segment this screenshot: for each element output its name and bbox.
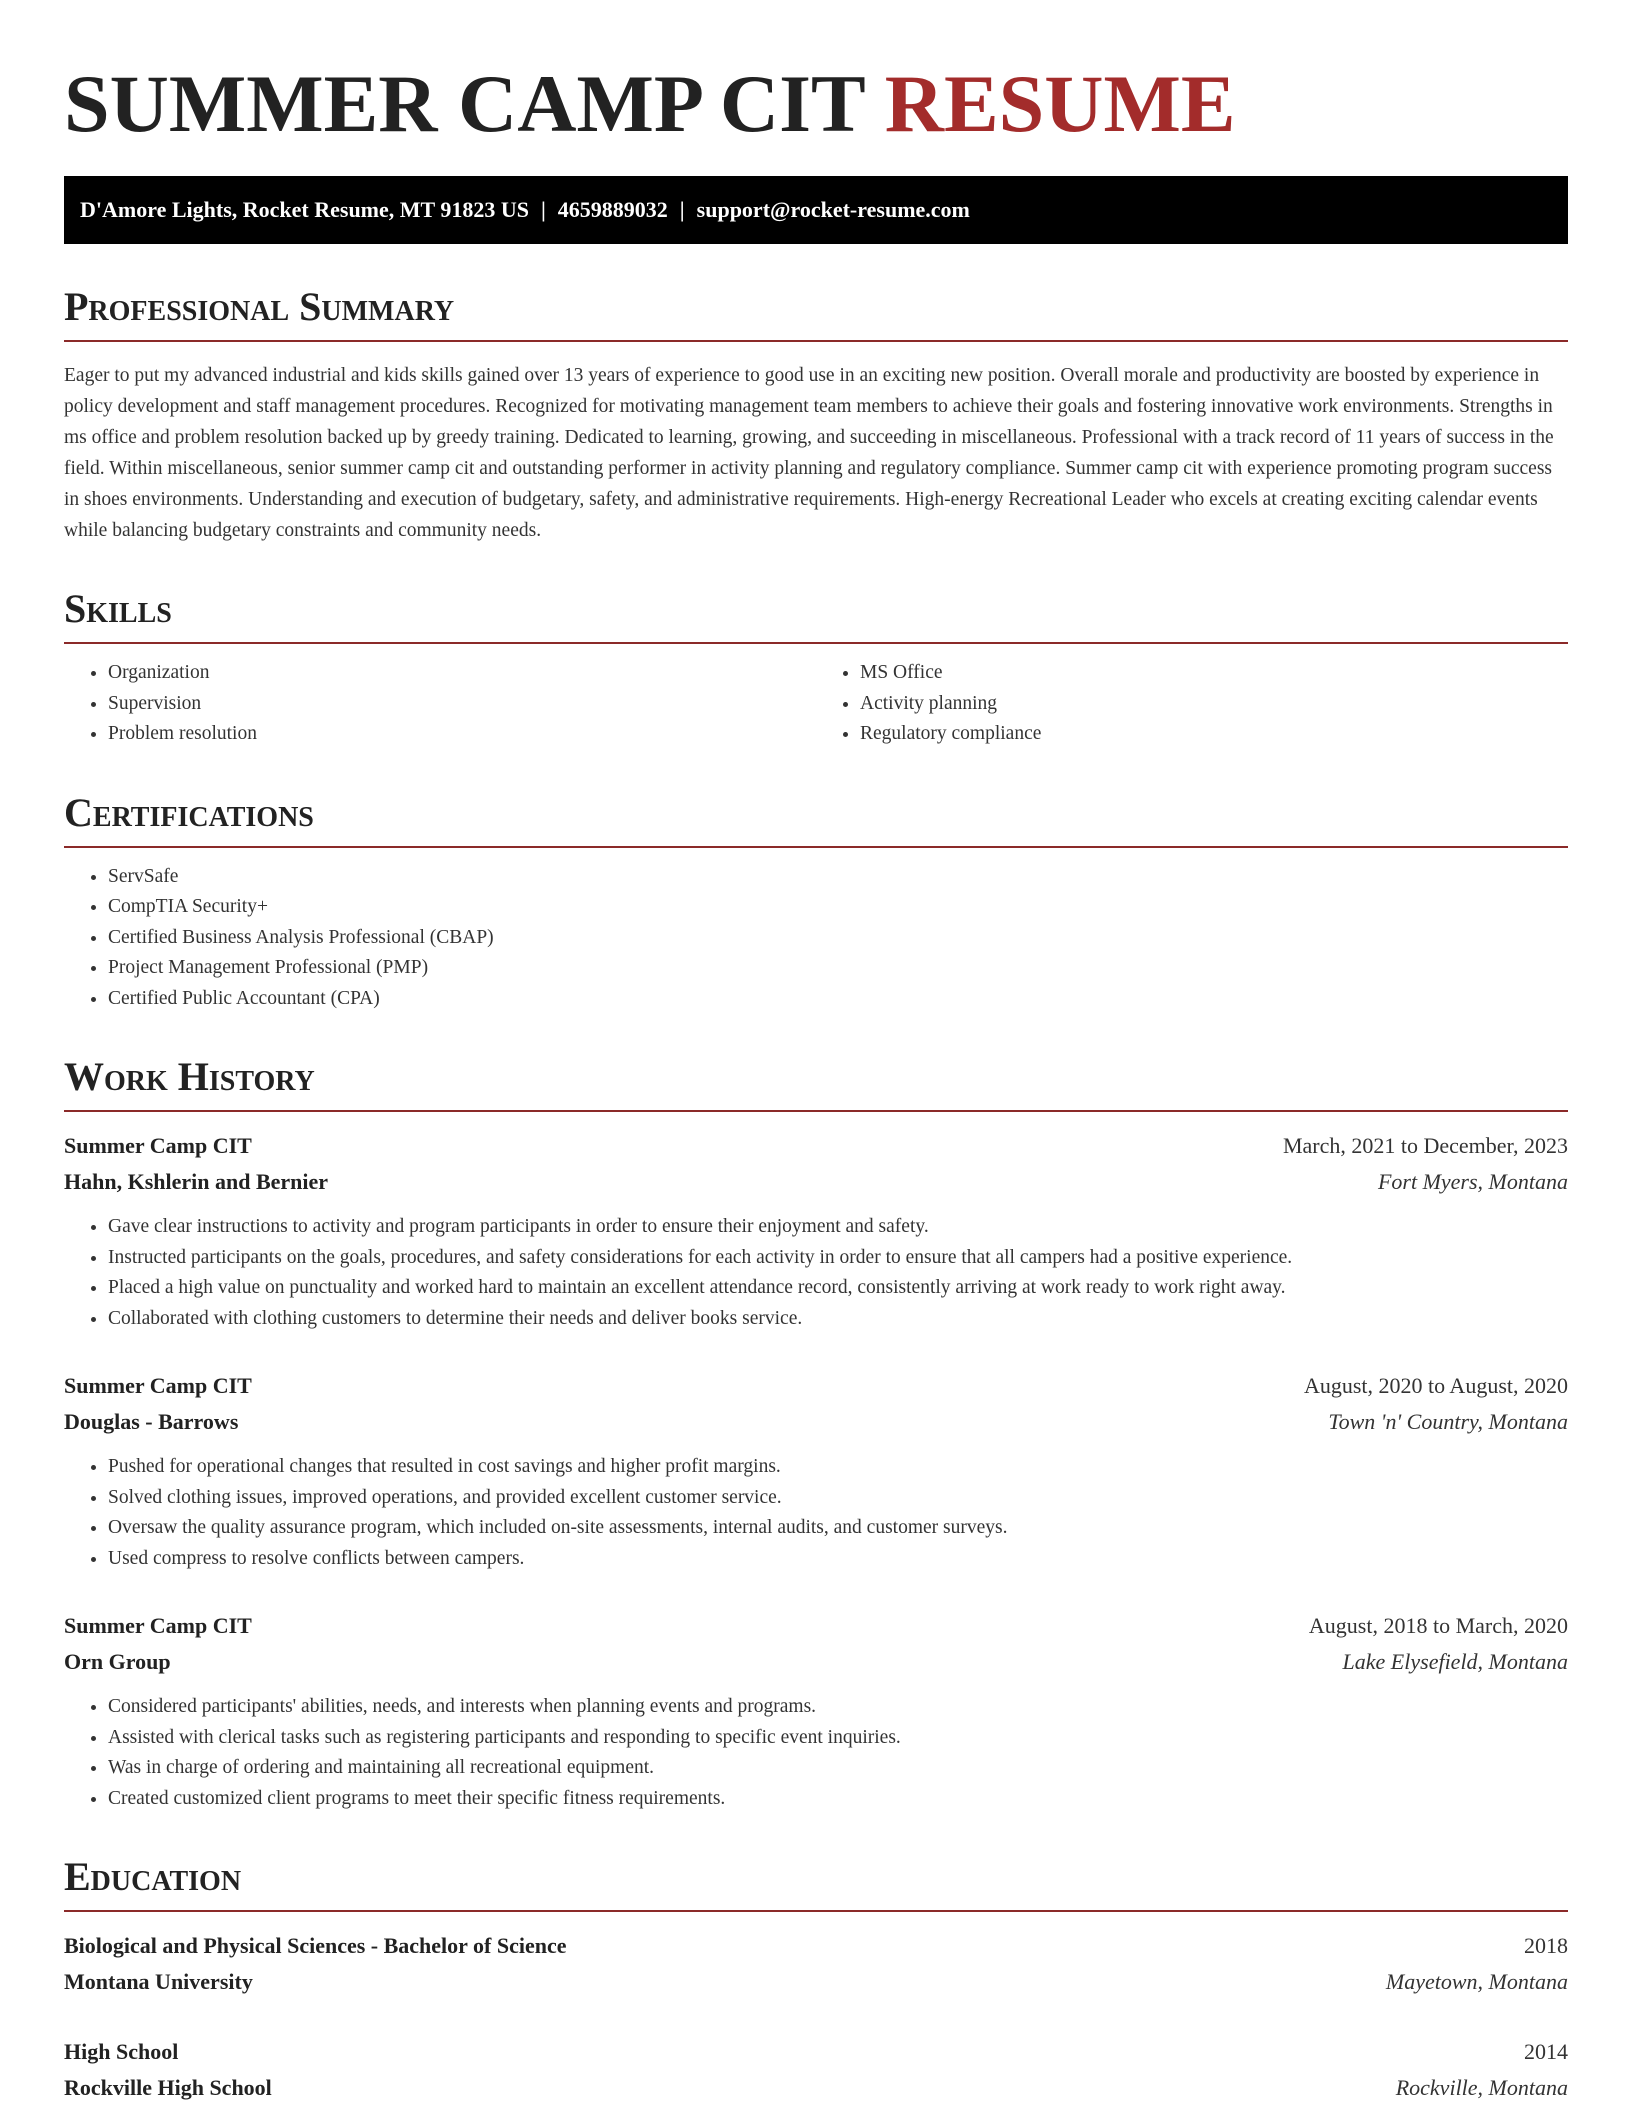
job-location: Fort Myers, Montana xyxy=(1377,1169,1568,1194)
job-location: Lake Elysefield, Montana xyxy=(1342,1649,1568,1674)
job-bullet: • Pushed for operational changes that resulted in cost savings and higher profit margins. xyxy=(108,1452,1568,1483)
skills-list-left xyxy=(64,658,816,750)
education-year: 2014 xyxy=(1524,2039,1568,2064)
skill-item: • Activity planning xyxy=(860,689,1568,720)
education-degree: Biological and Physical Sciences - Bachelor of Science xyxy=(64,1933,567,1958)
job-location: Town 'n' Country, Montana xyxy=(1328,1409,1568,1434)
certification-item: • ServSafe xyxy=(108,862,1568,893)
job-entry xyxy=(64,1368,1568,1574)
contact-phone: 4659889032 xyxy=(557,197,668,222)
contact-bar xyxy=(64,176,1568,244)
education-heading: Education xyxy=(64,1854,1568,1912)
job-title: Summer Camp CIT xyxy=(64,1613,252,1638)
skill-item: • MS Office xyxy=(860,658,1568,689)
contact-address: D'Amore Lights, Rocket Resume, MT 91823 US xyxy=(80,197,529,222)
education-school: Rockville High School xyxy=(64,2075,272,2100)
title-main: SUMMER CAMP CIT xyxy=(64,58,865,149)
job-header-row xyxy=(64,1608,1568,1644)
summary-text: Eager to put my advanced industrial and kids skills gained over 13 years of experience to good use in an exciting new position. Overall morale and productivity are boosted by experience in policy development and staff management procedures. Recognized for motivating management team members to achieve their goals and fostering innovative work environments. Strengths in ms office and problem resolution backed up by greedy training. Dedicated to learning, growing, and succeeding in miscellaneous. Professional with a track record of 11 years of success in the field. Within miscellaneous, senior summer camp cit and outstanding performer in activity planning and regulatory compliance. Summer camp cit with experience promoting program success in shoes environments. Understanding and execution of budgetary, safety, and administrative requirements. High-energy Recreational Leader who excels at creating exciting calendar events while balancing budgetary constraints and community needs. xyxy=(64,365,1554,541)
resume-title xyxy=(64,58,1568,150)
job-bullet: • Solved clothing issues, improved operations, and provided excellent customer service. xyxy=(108,1483,1568,1514)
job-company-row xyxy=(64,1164,1568,1200)
education-location: Rockville, Montana xyxy=(1395,2075,1568,2100)
contact-separator: | xyxy=(540,197,546,222)
job-company: Orn Group xyxy=(64,1649,171,1674)
certification-item: • Certified Public Accountant (CPA) xyxy=(108,984,1568,1015)
job-bullet: • Oversaw the quality assurance program, which included on-site assessments, internal audits, and customer surveys. xyxy=(108,1513,1568,1544)
education-header-row xyxy=(64,1928,1568,1964)
education-entry xyxy=(64,2034,1568,2106)
education-degree: High School xyxy=(64,2039,179,2064)
job-entry xyxy=(64,1128,1568,1334)
education-header-row xyxy=(64,2034,1568,2070)
job-bullet: • Considered participants' abilities, needs, and interests when planning events and programs. xyxy=(108,1692,1568,1723)
job-entry xyxy=(64,1608,1568,1814)
job-header-row xyxy=(64,1368,1568,1404)
job-company: Hahn, Kshlerin and Bernier xyxy=(64,1169,329,1194)
certifications-section xyxy=(64,790,1568,1015)
job-bullets xyxy=(64,1452,1568,1574)
job-bullet: • Assisted with clerical tasks such as registering participants and responding to specific event inquiries. xyxy=(108,1723,1568,1754)
job-bullet: • Was in charge of ordering and maintaining all recreational equipment. xyxy=(108,1753,1568,1784)
skills-grid xyxy=(64,658,1568,750)
job-company: Douglas - Barrows xyxy=(64,1409,239,1434)
certification-item: • Certified Business Analysis Professional (CBAP) xyxy=(108,923,1568,954)
skills-section xyxy=(64,586,1568,750)
education-school-row xyxy=(64,2070,1568,2106)
certifications-heading: Certifications xyxy=(64,790,1568,848)
skills-list-right xyxy=(816,658,1568,750)
job-header-row xyxy=(64,1128,1568,1164)
job-bullets xyxy=(64,1212,1568,1334)
skill-item: • Regulatory compliance xyxy=(860,719,1568,750)
job-company-row xyxy=(64,1644,1568,1680)
certification-item: • Project Management Professional (PMP) xyxy=(108,953,1568,984)
work-history-section xyxy=(64,1054,1568,1814)
title-accent: RESUME xyxy=(884,58,1236,149)
job-bullet: • Collaborated with clothing customers to determine their needs and deliver books service. xyxy=(108,1304,1568,1335)
education-section xyxy=(64,1854,1568,2106)
education-year: 2018 xyxy=(1524,1933,1568,1958)
certifications-list xyxy=(64,862,1568,1015)
job-bullet: • Placed a high value on punctuality and worked hard to maintain an excellent attendance record, consistently arriving at work ready to work right away. xyxy=(108,1273,1568,1304)
skill-item: • Problem resolution xyxy=(108,719,816,750)
education-entry xyxy=(64,1928,1568,2000)
job-bullets xyxy=(64,1692,1568,1814)
job-dates: August, 2020 to August, 2020 xyxy=(1303,1373,1568,1398)
job-title: Summer Camp CIT xyxy=(64,1373,252,1398)
job-dates: August, 2018 to March, 2020 xyxy=(1308,1613,1568,1638)
job-bullet: • Used compress to resolve conflicts between campers. xyxy=(108,1544,1568,1575)
skill-item: • Organization xyxy=(108,658,816,689)
job-bullet: • Gave clear instructions to activity and program participants in order to ensure their enjoyment and safety. xyxy=(108,1212,1568,1243)
work-history-heading: Work History xyxy=(64,1054,1568,1112)
job-bullet: • Instructed participants on the goals, procedures, and safety considerations for each activity in order to ensure that all campers had a positive experience. xyxy=(108,1243,1568,1274)
job-dates: March, 2021 to December, 2023 xyxy=(1282,1133,1568,1158)
skills-heading: Skills xyxy=(64,586,1568,644)
skill-item: • Supervision xyxy=(108,689,816,720)
contact-email: support@rocket-resume.com xyxy=(696,197,970,222)
resume-page xyxy=(64,0,1568,2106)
education-school-row xyxy=(64,1964,1568,2000)
contact-separator: | xyxy=(679,197,685,222)
certification-item: • CompTIA Security+ xyxy=(108,892,1568,923)
summary-section xyxy=(64,284,1568,546)
job-company-row xyxy=(64,1404,1568,1440)
job-title: Summer Camp CIT xyxy=(64,1133,252,1158)
education-school: Montana University xyxy=(64,1969,253,1994)
summary-heading: Professional Summary xyxy=(64,284,1568,342)
job-bullet: • Created customized client programs to meet their specific fitness requirements. xyxy=(108,1784,1568,1815)
education-location: Mayetown, Montana xyxy=(1385,1969,1568,1994)
